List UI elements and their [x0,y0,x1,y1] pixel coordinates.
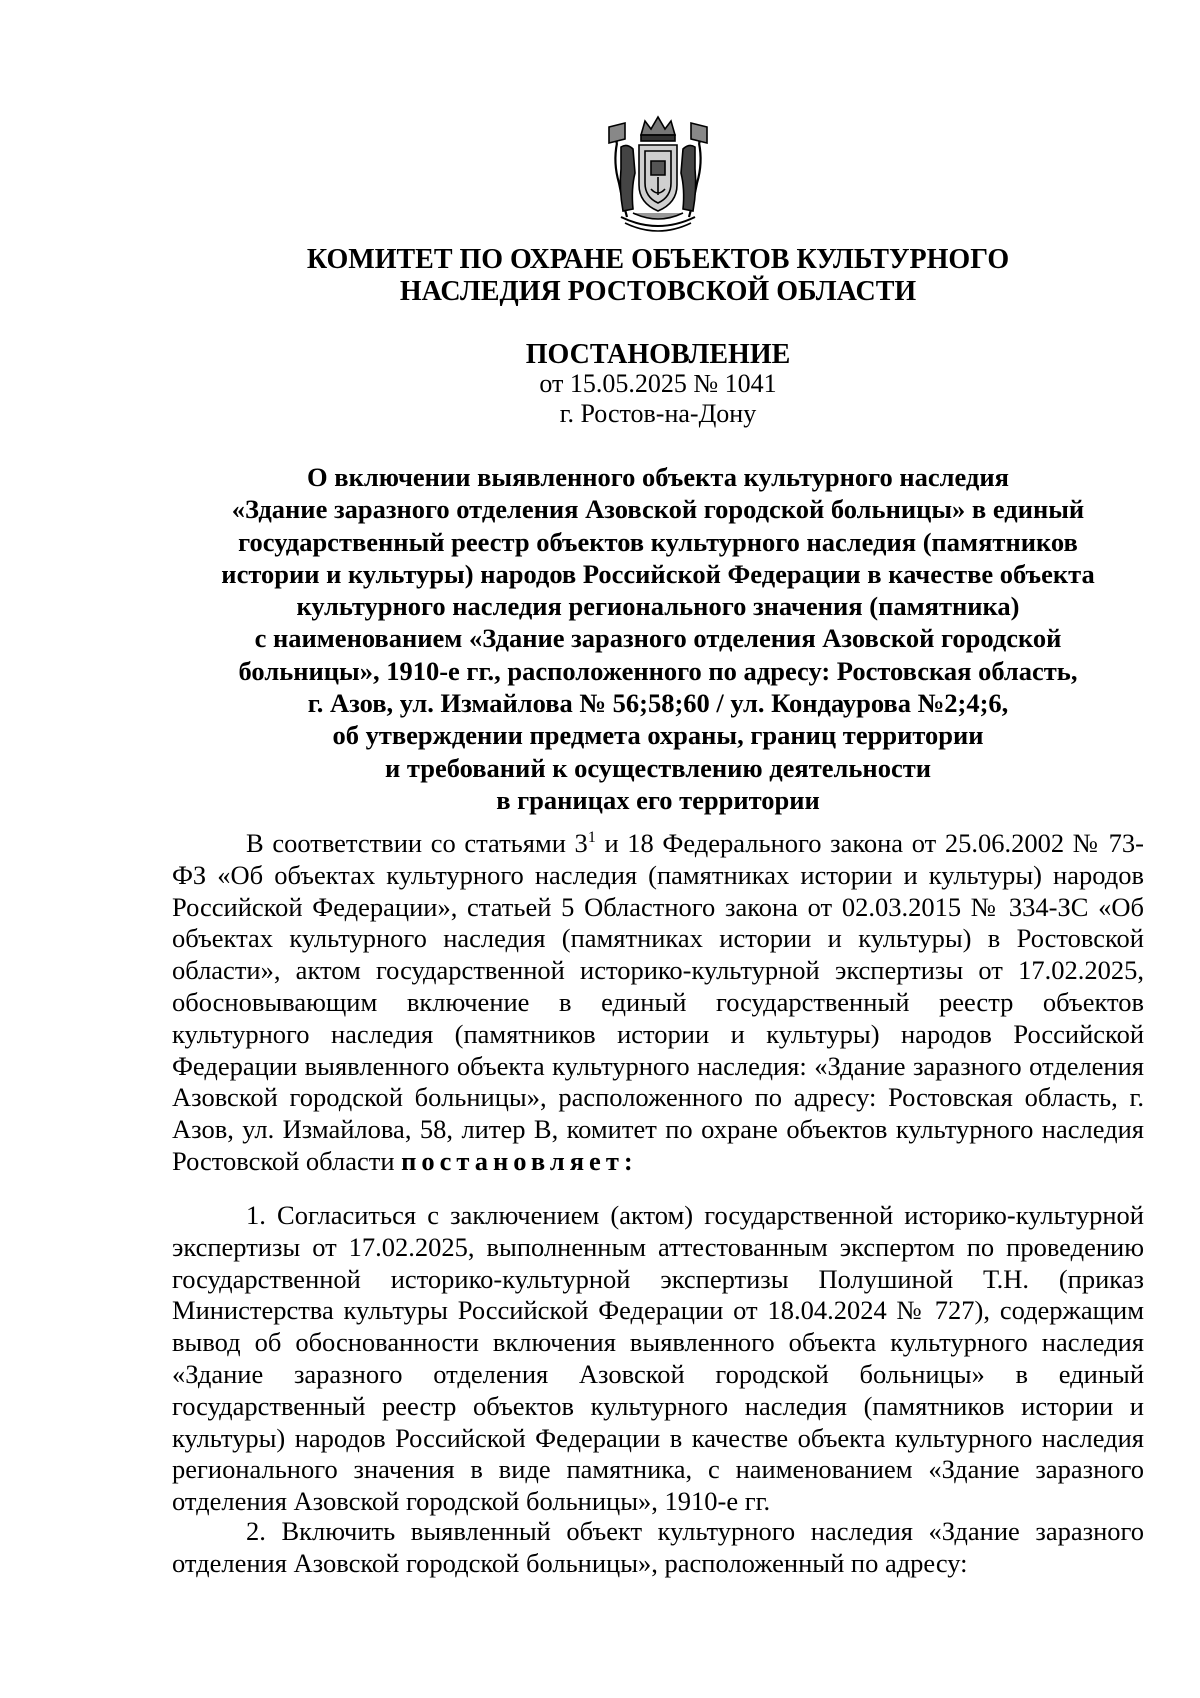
subject-line: и требований к осуществлению деятельности [385,752,931,783]
subject-line: государственный реестр объектов культурного наследия (памятников [238,526,1078,557]
preamble-paragraph [172,828,1144,1178]
subject-line: г. Азов, ул. Измайлова № 56;58;60 / ул. Кондаурова №2;4;6, [307,688,1009,719]
committee-name-line: КОМИТЕТ ПО ОХРАНЕ ОБЪЕКТОВ КУЛЬТУРНОГО [306,244,1010,275]
item-1-paragraph [172,1200,1144,1518]
decree-meta [172,369,1144,429]
decree-date-number: от 15.05.2025 № 1041 [539,369,777,398]
subject-line: с наименованием «Здание заразного отделения Азовской городской [254,623,1062,654]
preamble-text-start: В соответствии со статьями 3 [246,828,588,858]
subject-line: истории и культуры) народов Российской Федерации в качестве объекта [221,558,1095,589]
committee-name-line: НАСЛЕДИЯ РОСТОВСКОЙ ОБЛАСТИ [399,276,917,307]
subject-line: в границах его территории [496,784,820,815]
article-superscript: 1 [587,829,596,846]
committee-name [172,244,1144,308]
item-1-text: 1. Согласиться с заключением (актом) государственной историко-культурной экспертизы от 17.02.2025, выполненным аттестованным экспертом по проведению государственной историко-культурной экспертизы Полушиной Т.Н. (приказ Министерства культуры Российской Федерации от 18.04.2024 № 727), содержащим вывод об обоснованности включения выявленного объекта культурного наследия «Здание заразного отделения Азовской городской больницы» в единый государственный реестр объектов культурного наследия (памятников истории и культуры) народов Российской Федерации в качестве объекта культурного наследия регионального значения в виде памятника, с наименованием «Здание заразного отделения Азовской городской больницы», 1910-е гг. [172,1200,1144,1517]
subject-line: больницы», 1910-е гг., расположенного по адресу: Ростовская область, [238,655,1078,686]
decree-title: ПОСТАНОВЛЕНИЕ [525,339,791,370]
rostov-oblast-coat-of-arms-icon [603,113,713,241]
subject-line: культурного наследия регионального значения (памятника) [296,591,1020,622]
item-2-text: 2. Включить выявленный объект культурного наследия «Здание заразного отделения Азовской городской больницы», расположенный по адресу: [172,1516,1144,1578]
preamble-text: и 18 Федерального закона от 25.06.2002 № 73-ФЗ «Об объектах культурного наследия (памятниках истории и культуры) народов Российской Федерации», статьей 5 Областного закона от 02.03.2015 № 334-ЗС «Об объектах культурного наследия (памятниках истории и культуры) в Ростовской области», актом государственной историко-культурной экспертизы от 17.02.2025, обосновывающим включение в единый государственный реестр объектов культурного наследия (памятников истории и культуры) народов Российской Федерации выявленного объекта культурного наследия: «Здание заразного отделения Азовской городской больницы», расположенного по адресу: Ростовская область, г. Азов, ул. Измайлова, 58, литер В, комитет по охране объектов культурного наследия Ростовской области [172,828,1144,1176]
item-2-paragraph [172,1516,1144,1580]
subject-line: об утверждении предмета охраны, границ территории [332,720,984,751]
decree-city: г. Ростов-на-Дону [559,399,757,428]
subject-line: О включении выявленного объекта культурного наследия [307,462,1009,492]
subject-line: «Здание заразного отделения Азовской городской больницы» в единый [231,494,1085,525]
decree-subject [172,461,1144,816]
resolves-keyword: постановляет: [401,1145,638,1176]
